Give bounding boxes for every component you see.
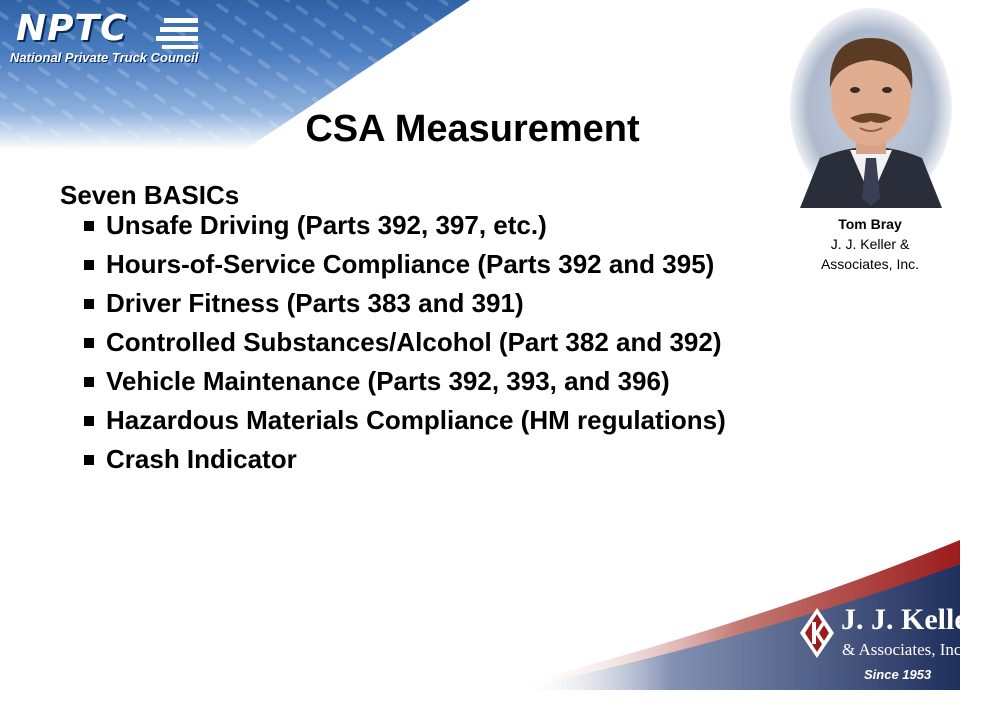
- bullet-item: [82, 210, 742, 241]
- square-bullet-icon: [84, 299, 94, 309]
- keller-logo-since: Since 1953: [864, 667, 932, 682]
- bullet-text: Controlled Substances/Alcohol (Part 382 and 392): [106, 327, 722, 357]
- square-bullet-icon: [84, 260, 94, 270]
- slide-title: CSA Measurement: [305, 108, 640, 150]
- portrait-illustration: [790, 8, 952, 208]
- bullet-text: Hours-of-Service Compliance (Parts 392 and 395): [106, 249, 715, 279]
- slide-subhead: Seven BASICs: [60, 180, 240, 210]
- bullet-text: Driver Fitness (Parts 383 and 391): [106, 288, 524, 318]
- presenter-name: Tom Bray: [838, 216, 902, 232]
- bullet-item: [82, 288, 742, 319]
- presenter-org-line1: J. J. Keller &: [830, 236, 910, 252]
- keller-logo-name: J. J. Keller: [841, 603, 981, 636]
- bullet-item: [82, 405, 742, 436]
- bullet-item: [82, 327, 742, 358]
- square-bullet-icon: [84, 377, 94, 387]
- bullet-text: Crash Indicator: [106, 444, 297, 474]
- bullet-item: [82, 444, 742, 475]
- bullet-item: [82, 249, 742, 280]
- square-bullet-icon: [84, 338, 94, 348]
- logo-subtitle: National Private Truck Council: [10, 50, 199, 65]
- presenter-photo: [790, 8, 952, 208]
- bullet-text: Vehicle Maintenance (Parts 392, 393, and 396): [106, 366, 670, 396]
- bullet-list: [82, 210, 742, 483]
- bullet-text: Unsafe Driving (Parts 392, 397, etc.): [106, 210, 547, 240]
- presenter-org-line2: Associates, Inc.: [820, 256, 920, 272]
- square-bullet-icon: [84, 455, 94, 465]
- bullet-text: Hazardous Materials Compliance (HM regulations): [106, 405, 726, 435]
- keller-logo-assoc: & Associates, Inc.: [842, 640, 966, 659]
- keller-k-emblem-icon: [798, 606, 836, 660]
- bullet-item: [82, 366, 742, 397]
- logo-text: NPTC: [16, 8, 128, 49]
- nptc-logo: [6, 8, 206, 64]
- square-bullet-icon: [84, 416, 94, 426]
- square-bullet-icon: [84, 221, 94, 231]
- presenter-caption: [790, 214, 950, 274]
- speed-lines-icon: [156, 16, 200, 50]
